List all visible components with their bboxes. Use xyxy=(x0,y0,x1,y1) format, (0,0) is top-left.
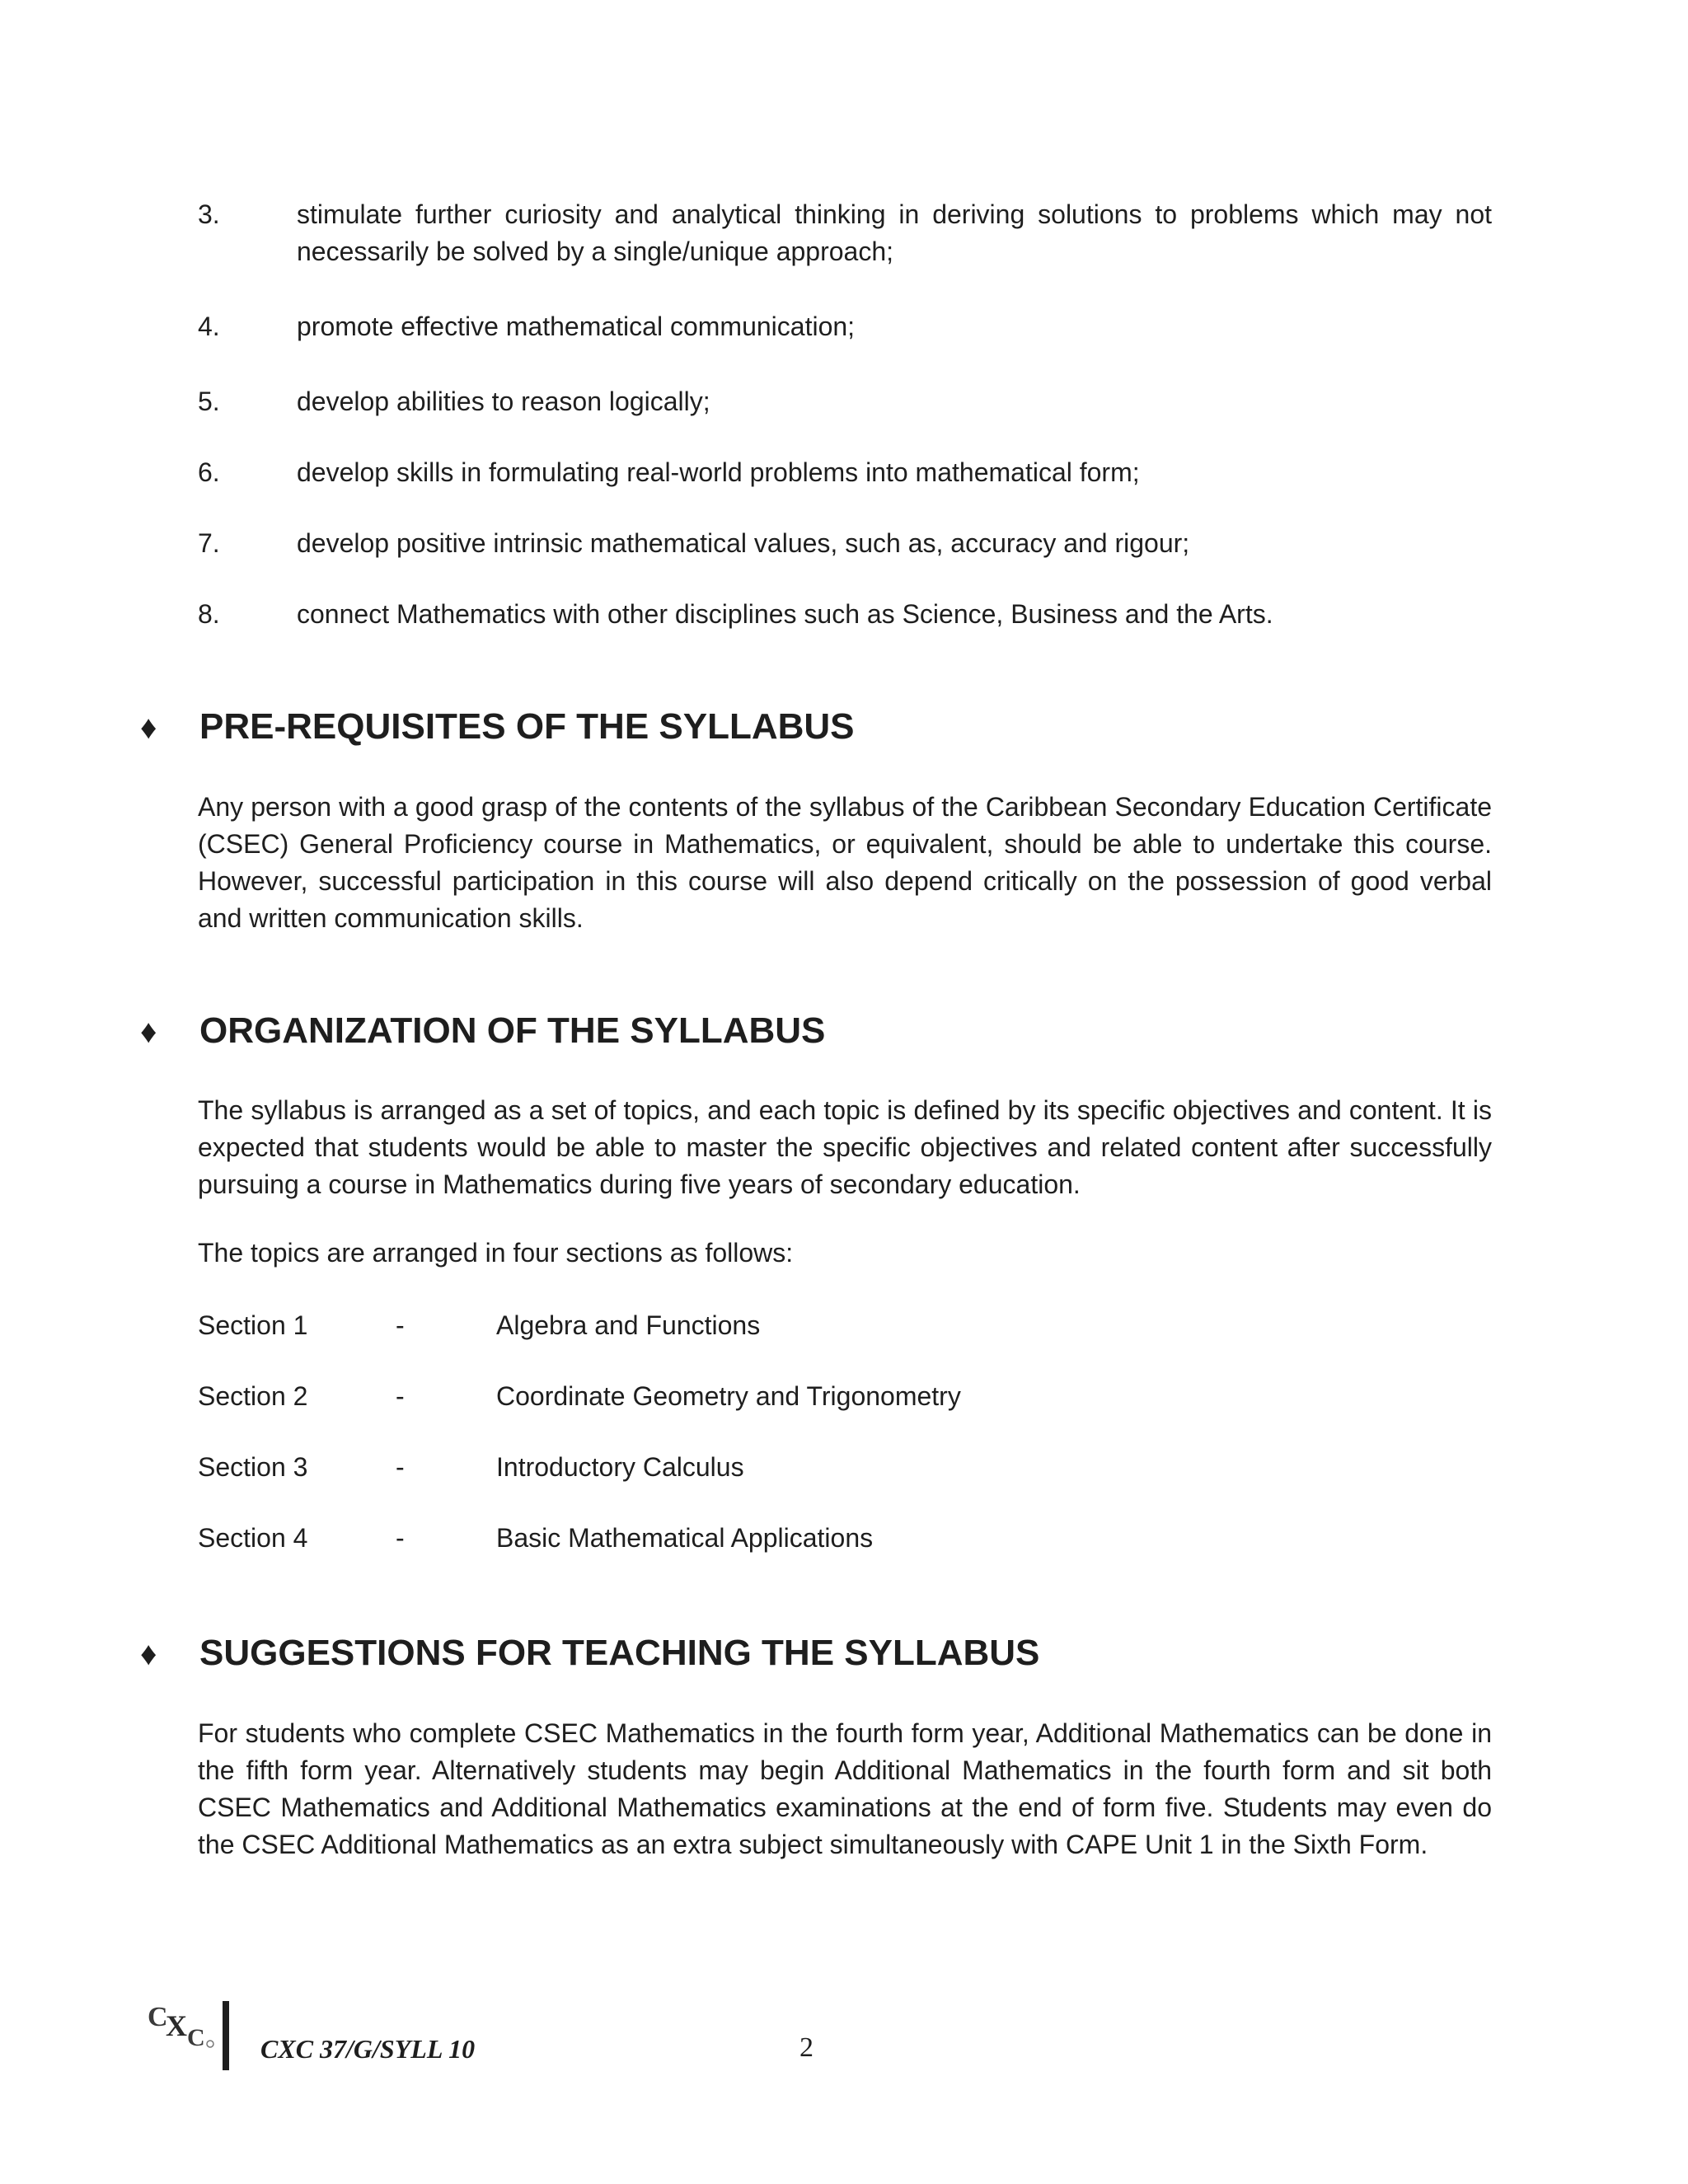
list-number: 8. xyxy=(198,599,220,629)
section-label: Section 1 xyxy=(198,1310,308,1340)
prerequisites-paragraph: Any person with a good grasp of the contents of the syllabus of the Caribbean Secondary Education Certificate (CSEC) General Proficiency course in Mathematics, or equivalent, should be able to undertake this course. However, successful participation in this course will also depend critically on the possession of good verbal and written communication skills. xyxy=(198,792,1492,933)
list-text: promote effective mathematical communication; xyxy=(297,312,856,341)
section-dash: - xyxy=(396,1310,405,1340)
section-dash: - xyxy=(396,1381,405,1411)
svg-text:C: C xyxy=(187,2024,205,2050)
organization-paragraph: The syllabus is arranged as a set of topics, and each topic is defined by its specific objectives and content. It is expected that students would be able to master the specific objectives and related content after successfully pursuing a course in Mathematics during five years of secondary education. xyxy=(198,1095,1492,1199)
section-dash: - xyxy=(396,1523,405,1553)
footer-divider xyxy=(223,2001,229,2070)
heading-text: ORGANIZATION OF THE SYLLABUS xyxy=(199,1010,826,1051)
list-number: 5. xyxy=(198,387,220,416)
list-number: 6. xyxy=(198,457,220,487)
page-number: 2 xyxy=(799,2032,814,2063)
section-heading-suggestions xyxy=(140,1630,1039,1677)
cxc-logo-icon xyxy=(144,1993,218,2050)
svg-text:X: X xyxy=(166,2009,187,2042)
list-number: 3. xyxy=(198,199,220,229)
heading-text: SUGGESTIONS FOR TEACHING THE SYLLABUS xyxy=(199,1633,1040,1673)
list-text: connect Mathematics with other disciplines such as Science, Business and the Arts. xyxy=(297,599,1273,629)
section-name: Introductory Calculus xyxy=(496,1452,744,1482)
heading-text: PRE-REQUISITES OF THE SYLLABUS xyxy=(199,706,855,747)
footer-document-code: CXC 37/G/SYLL 10 xyxy=(260,2034,476,2064)
section-label: Section 4 xyxy=(198,1523,308,1553)
list-text: develop positive intrinsic mathematical values, such as, accuracy and rigour; xyxy=(297,528,1190,558)
section-name: Algebra and Functions xyxy=(496,1310,761,1340)
diamond-bullet-icon: ♦ xyxy=(140,710,157,746)
list-number: 4. xyxy=(198,312,220,341)
section-name: Basic Mathematical Applications xyxy=(496,1523,874,1553)
diamond-bullet-icon: ♦ xyxy=(140,1636,157,1672)
section-dash: - xyxy=(396,1452,405,1482)
svg-text:C: C xyxy=(148,2002,168,2032)
section-label: Section 2 xyxy=(198,1381,308,1411)
section-heading-prerequisites xyxy=(140,704,855,751)
diamond-bullet-icon: ♦ xyxy=(140,1014,157,1050)
section-label: Section 3 xyxy=(198,1452,308,1482)
list-text: develop skills in formulating real-world problems into mathematical form; xyxy=(297,457,1140,487)
section-heading-organization xyxy=(140,1008,825,1055)
list-text: develop abilities to reason logically; xyxy=(297,387,710,416)
list-text: stimulate further curiosity and analytical thinking in deriving solutions to problems which may not necessarily be solved by a single/unique approach; xyxy=(297,199,1492,266)
section-name: Coordinate Geometry and Trigonometry xyxy=(496,1381,961,1411)
organization-intro: The topics are arranged in four sections as follows: xyxy=(198,1238,794,1268)
suggestions-paragraph: For students who complete CSEC Mathematics in the fourth form year, Additional Mathematics can be done in the fifth form year. Alternatively students may begin Additional Mathematics in the fourth form and sit both CSEC Mathematics and Additional Mathematics examinations at the end of form five. Students may even do the CSEC Additional Mathematics as an extra subject simultaneously with CAPE Unit 1 in the Sixth Form. xyxy=(198,1718,1492,1859)
list-number: 7. xyxy=(198,528,220,558)
